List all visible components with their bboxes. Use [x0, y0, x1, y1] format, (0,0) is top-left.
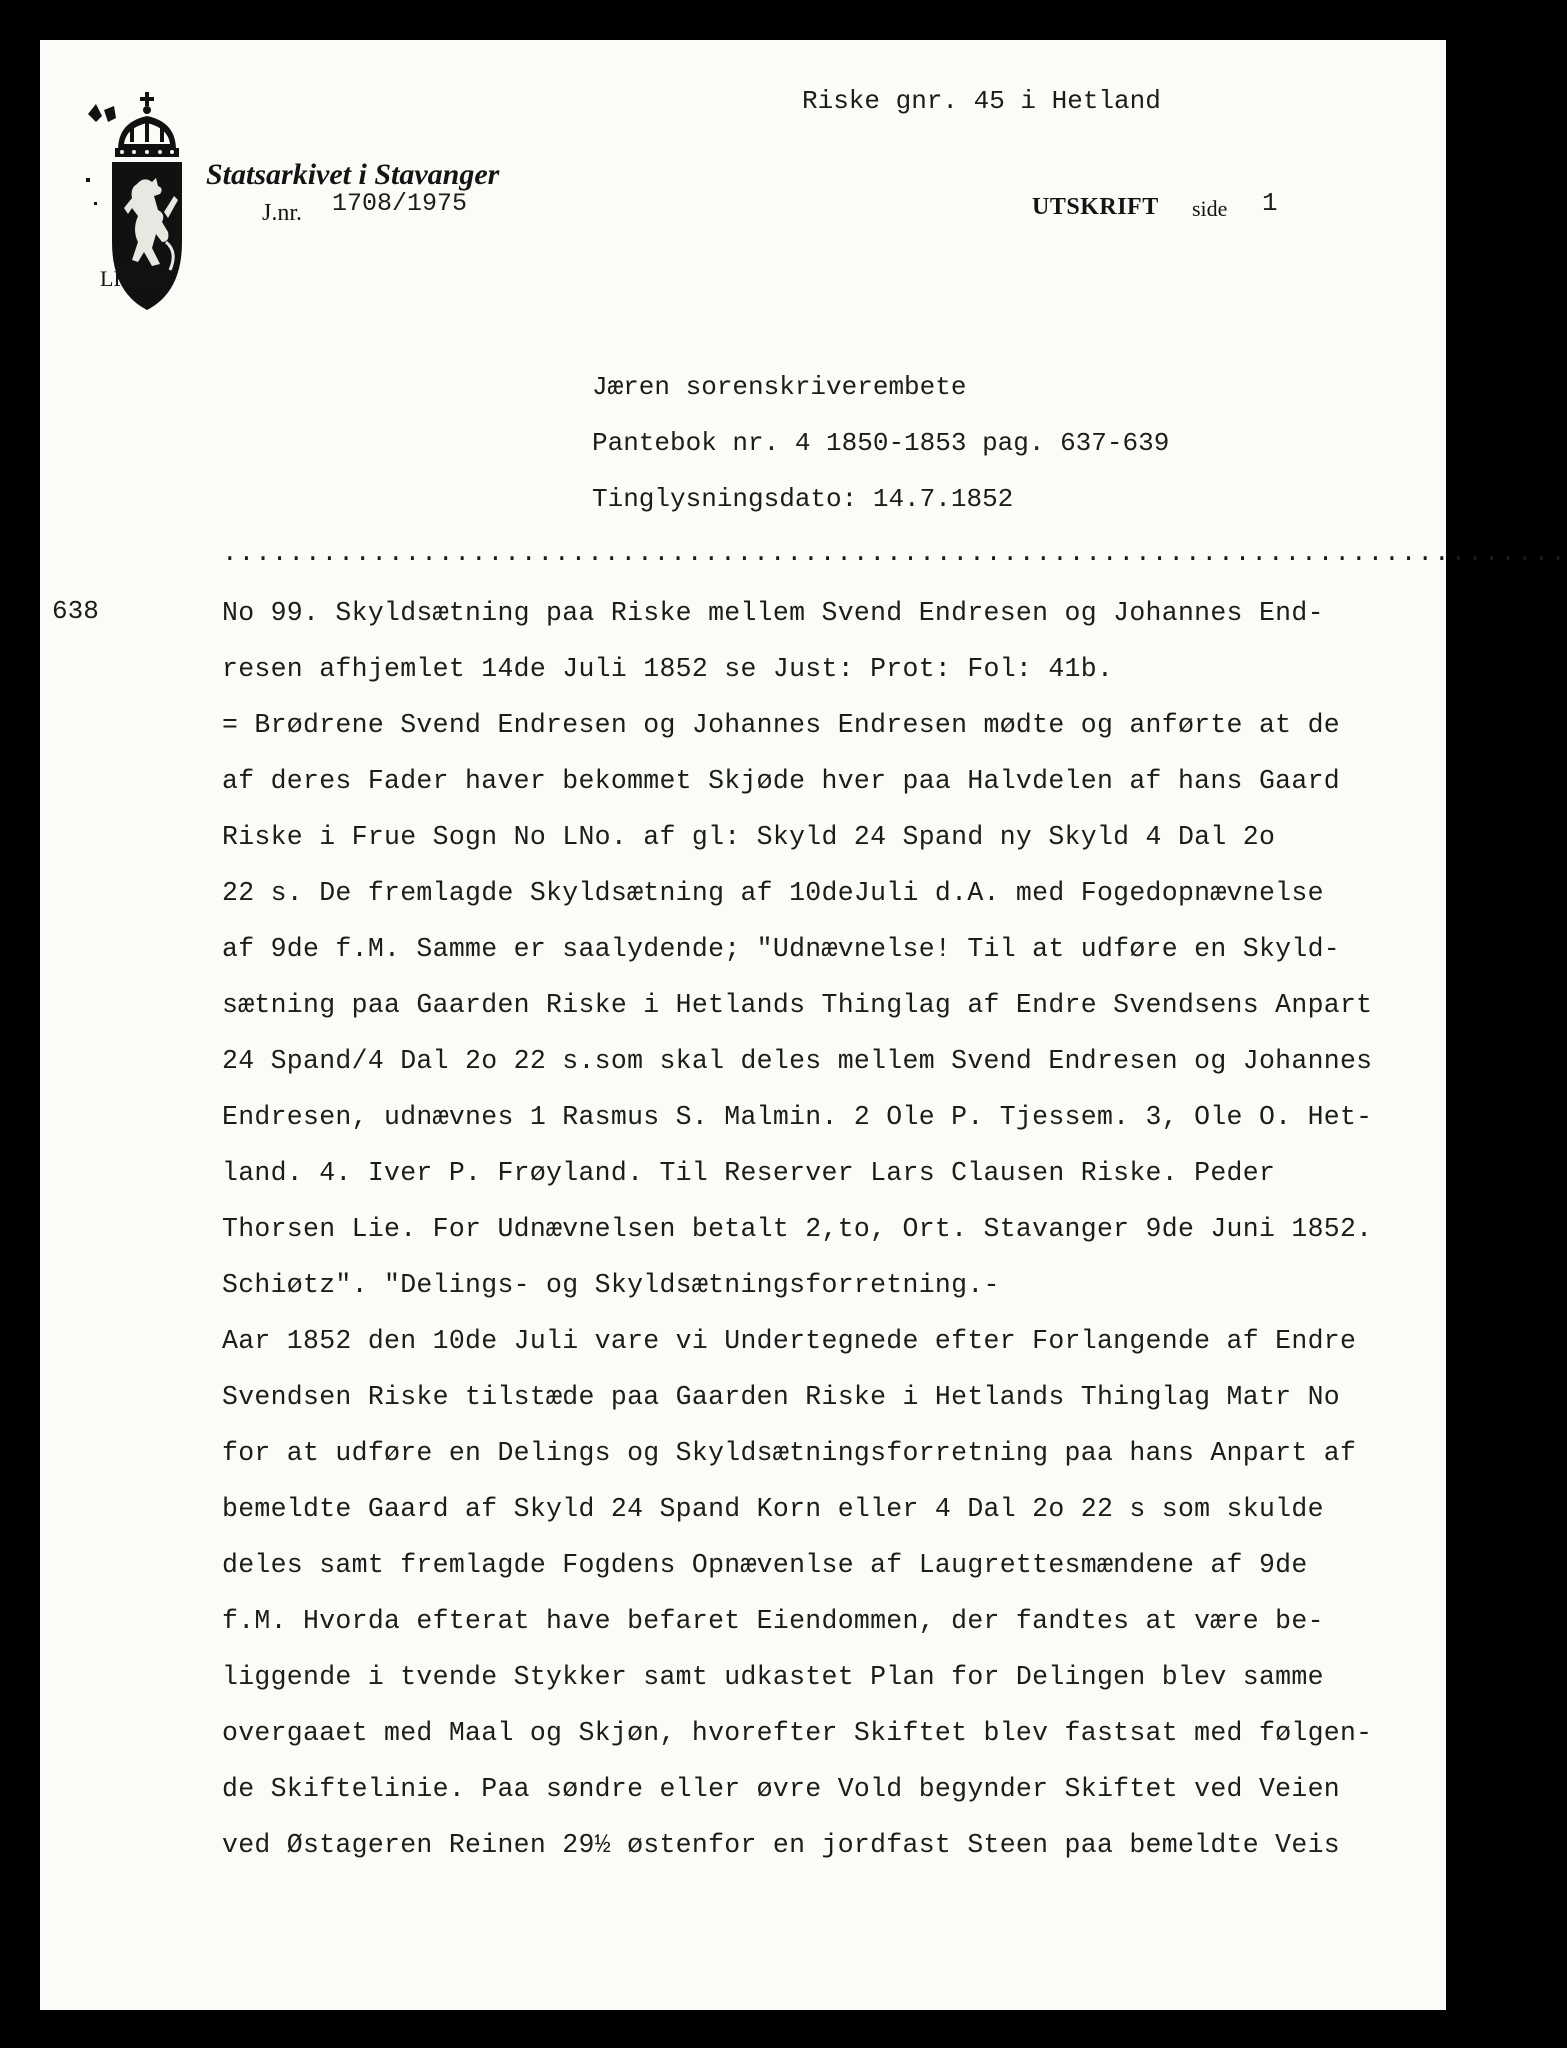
document-page [40, 40, 1567, 2010]
property-reference: Riske gnr. 45 i Hetland [802, 86, 1161, 116]
text-line: 22 s. De fremlagde Skyldsætning af 10deJuli d.A. med Fogedopnævnelse [222, 878, 1324, 908]
text-line: Schiøtz". "Delings- og Skyldsætningsforretning.- [222, 1270, 1000, 1300]
institution-name: Statsarkivet i Stavanger [206, 158, 500, 191]
text-line: Svendsen Riske tilstæde paa Gaarden Riske i Hetlands Thinglag Matr No [222, 1382, 1340, 1412]
utskrift-label: UTSKRIFT [1032, 194, 1159, 220]
text-line: Aar 1852 den 10de Juli vare vi Undertegnede efter Forlangende af Endre [222, 1326, 1357, 1356]
text-line: de Skiftelinie. Paa søndre eller øvre Vold begynder Skiftet ved Veien [222, 1774, 1340, 1804]
jnr-value: 1708/1975 [332, 189, 468, 218]
side-number: 1 [1262, 188, 1278, 218]
text-line: Riske i Frue Sogn No LNo. af gl: Skyld 24 Spand ny Skyld 4 Dal 2o [222, 822, 1276, 852]
text-line: af deres Fader haver bekommet Skjøde hver paa Halvdelen af hans Gaard [222, 766, 1340, 796]
text-line: land. 4. Iver P. Frøyland. Til Reserver Lars Clausen Riske. Peder [222, 1158, 1276, 1188]
text-line: = Brødrene Svend Endresen og Johannes Endresen mødte og anførte at de [222, 710, 1340, 740]
text-line: No 99. Skyldsætning paa Riske mellem Svend Endresen og Johannes End- [222, 598, 1324, 628]
text-line: ved Østageren Reinen 29½ østenfor en jordfast Steen paa bemeldte Veis [222, 1830, 1340, 1860]
text-line: bemeldte Gaard af Skyld 24 Spand Korn eller 4 Dal 2o 22 s som skulde [222, 1494, 1324, 1524]
initials: LR/VD [100, 266, 166, 291]
source-book: Pantebok nr. 4 1850-1853 pag. 637-639 [592, 428, 1170, 458]
text-line: Endresen, udnævnes 1 Rasmus S. Malmin. 2 Ole P. Tjessem. 3, Ole O. Het- [222, 1102, 1373, 1132]
registration-date: Tinglysningsdato: 14.7.1852 [592, 484, 1014, 514]
text-line: resen afhjemlet 14de Juli 1852 se Just: Prot: Fol: 41b. [222, 654, 1114, 684]
jnr-label: J.nr. [262, 200, 303, 226]
text-line: liggende i tvende Stykker samt udkastet Plan for Delingen blev samme [222, 1662, 1324, 1692]
source-office: Jæren sorenskriverembete [592, 372, 967, 402]
text-line: 24 Spand/4 Dal 2o 22 s.som skal deles mellem Svend Endresen og Johannes [222, 1046, 1373, 1076]
text-line: af 9de f.M. Samme er saalydende; "Udnævnelse! Til at udføre en Skyld- [222, 934, 1340, 964]
margin-page-number: 638 [52, 596, 99, 626]
dotted-separator: ................................................................................. [222, 538, 1567, 568]
text-line: overgaaet med Maal og Skjøn, hvorefter Skiftet blev fastsat med følgen- [222, 1718, 1373, 1748]
text-line: deles samt fremlagde Fogdens Opnævenlse af Laugrettesmændene af 9de [222, 1550, 1308, 1580]
text-line: sætning paa Gaarden Riske i Hetlands Thinglag af Endre Svendsens Anpart [222, 990, 1373, 1020]
text-line: for at udføre en Delings og Skyldsætningsforretning paa hans Anpart af [222, 1438, 1357, 1468]
text-line: f.M. Hvorda efterat have befaret Eiendommen, der fandtes at være be- [222, 1606, 1324, 1636]
side-label: side [1192, 196, 1228, 221]
text-line: Thorsen Lie. For Udnævnelsen betalt 2,to, Ort. Stavanger 9de Juni 1852. [222, 1214, 1373, 1244]
